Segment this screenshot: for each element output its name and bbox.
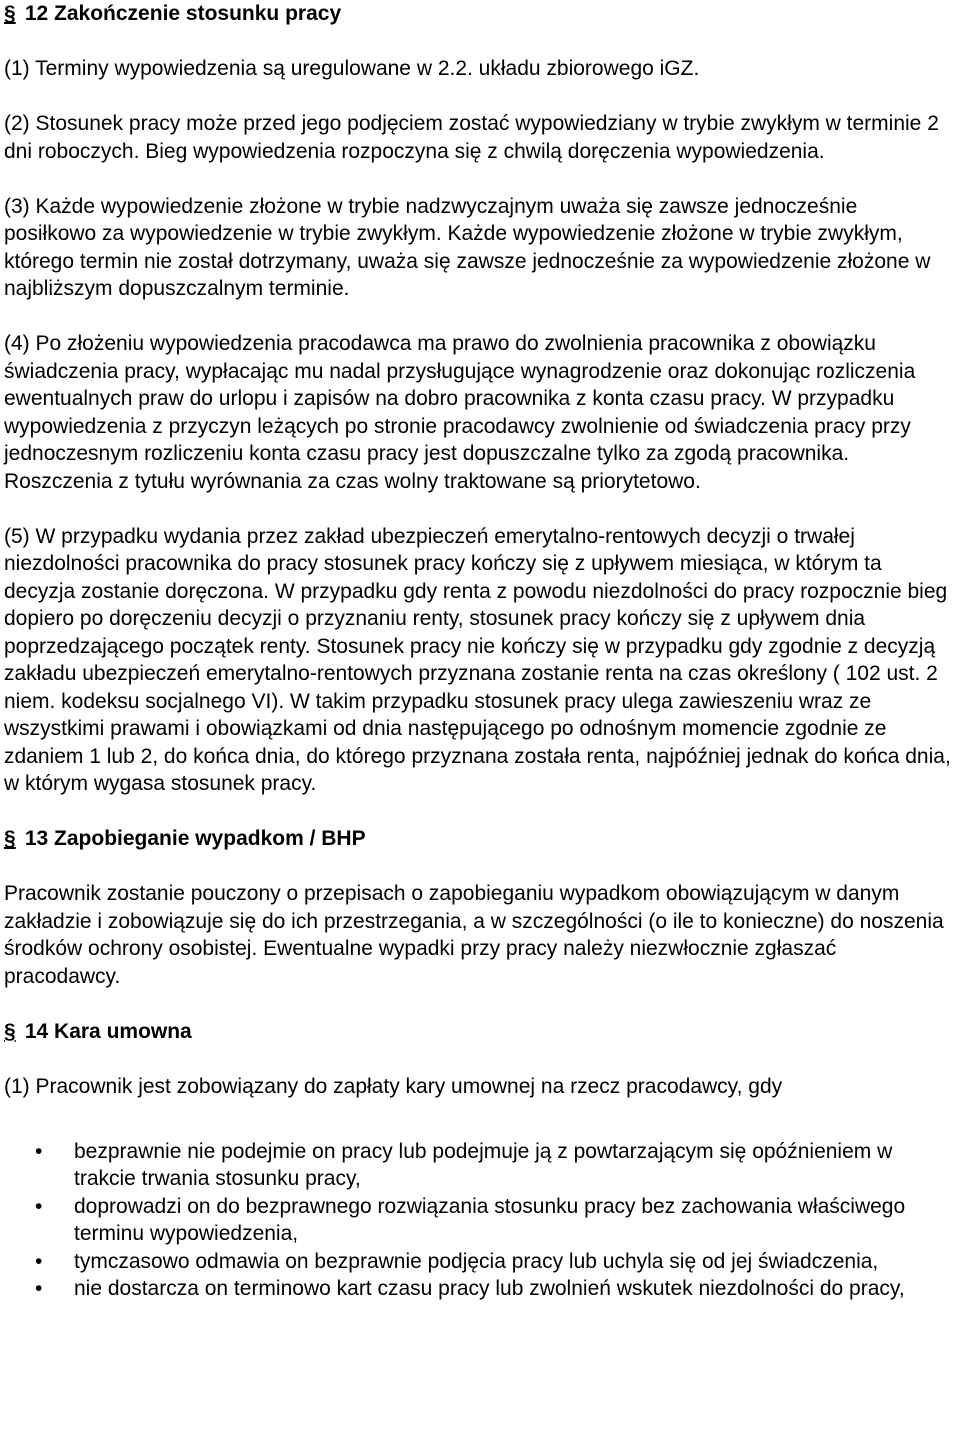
- section-14-title: 14 Kara umowna: [24, 1019, 192, 1043]
- bullet-icon: •: [35, 1139, 43, 1163]
- penalty-conditions-list: [4, 1138, 954, 1303]
- section-12-title: 12 Zakończenie stosunku pracy: [24, 2, 342, 25]
- section-12-paragraph-2: (2) Stosunek pracy może przed jego podjęciem zostać wypowiedziany w trybie zwykłym w terminie 2 dni roboczych. Bieg wypowiedzenia rozpoczyna się z chwilą doręczenia wypowiedzenia.: [4, 112, 939, 163]
- section-13-heading: [4, 825, 954, 853]
- list-item: • doprowadzi on do bezprawnego rozwiązania stosunku pracy bez zachowania właściwego terminu wypowiedzenia,: [35, 1194, 906, 1245]
- bullet-icon: •: [35, 1194, 43, 1218]
- section-12-paragraph-5: (5) W przypadku wydania przez zakład ubezpieczeń emerytalno-rentowych decyzji o trwałej niezdolności pracownika do pracy stosunek pracy kończy się z upływem miesiąca, w którym ta decyzja zostanie doręczona. W przypadku gdy renta z powodu niezdolności do pracy rozpocznie bieg dopiero po doręczeniu decyzji o przyznaniu renty, stosunek pracy kończy się z upływem dnia poprzedzającego początek renty. Stosunek pracy nie kończy się w przypadku gdy zgodnie z decyzją zakładu ubezpieczeń emerytalno-rentowych przyznana zostanie renta na czas określony ( 102 ust. 2 niem. kodeksu socjalnego VI). W takim przypadku stosunek pracy ulega zawieszeniu wraz ze wszystkimi prawami i obowiązkami od dnia następującego po odnośnym momencie zgodnie ze zdaniem 1 lub 2, do końca dnia, do którego przyznana została renta, najpóźniej jednak do końca dnia, w którym wygasa stosunek pracy.: [4, 524, 951, 795]
- section-mark: [4, 1018, 19, 1042]
- section-14-heading: [4, 1018, 954, 1046]
- section-12-heading: [4, 0, 954, 28]
- section-mark: [4, 0, 19, 24]
- section-13-paragraph-1: Pracownik zostanie pouczony o przepisach o zapobieganiu wypadkom obowiązującym w danym zakładzie i zobowiązuje się do ich przestrzegania, a w szczególności (o ile to konieczne) do noszenia środków ochrony osobistej. Ewentualne wypadki przy pracy należy niezwłocznie zgłaszać pracodawcy.: [4, 882, 944, 988]
- list-item: • tymczasowo odmawia on bezprawnie podjęcia pracy lub uchyla się od jej świadczenia,: [4, 1248, 954, 1276]
- section-mark: [4, 825, 19, 849]
- section-14-paragraph-1: (1) Pracownik jest zobowiązany do zapłaty kary umownej na rzecz pracodawcy, gdy: [4, 1074, 783, 1098]
- list-item: • nie dostarcza on terminowo kart czasu pracy lub zwolnień wskutek niezdolności do pracy,: [4, 1275, 954, 1303]
- section-12-paragraph-1: (1) Terminy wypowiedzenia są uregulowane w 2.2. układu zbiorowego iGZ.: [4, 57, 700, 80]
- document-page: [4, 0, 954, 1303]
- list-item: • bezprawnie nie podejmie on pracy lub podejmuje ją z powtarzającym się opóźnieniem w trakcie trwania stosunku pracy,: [35, 1139, 893, 1190]
- bullet-icon: •: [35, 1277, 43, 1300]
- section-13-title: 13 Zapobieganie wypadkom / BHP: [24, 827, 366, 850]
- bullet-icon: •: [35, 1249, 43, 1273]
- section-12-paragraph-4: (4) Po złożeniu wypowiedzenia pracodawca ma prawo do zwolnienia pracownika z obowiązku świadczenia pracy, wypłacając mu nadal przysługujące wynagrodzenie oraz dokonując rozliczenia ewentualnych praw do urlopu i zapisów na dobro pracownika z konta czasu pracy. W przypadku wypowiedzenia z przyczyn leżących po stronie pracodawcy zwolnienie od świadczenia pracy przy jednoczesnym rozliczeniu konta czasu pracy jest dopuszczalne tylko za zgodą pracownika. Roszczenia z tytułu wyrównania za czas wolny traktowane są priorytetowo.: [4, 332, 916, 493]
- section-12-paragraph-3: (3) Każde wypowiedzenie złożone w trybie nadzwyczajnym uważa się zawsze jednocześnie posiłkowo za wypowiedzenie w trybie zwykłym. Każde wypowiedzenie złożone w trybie zwykłym, którego termin nie został dotrzymany, uważa się zawsze jednocześnie za wypowiedzenie złożone w najbliższym dopuszczalnym terminie.: [4, 194, 931, 300]
